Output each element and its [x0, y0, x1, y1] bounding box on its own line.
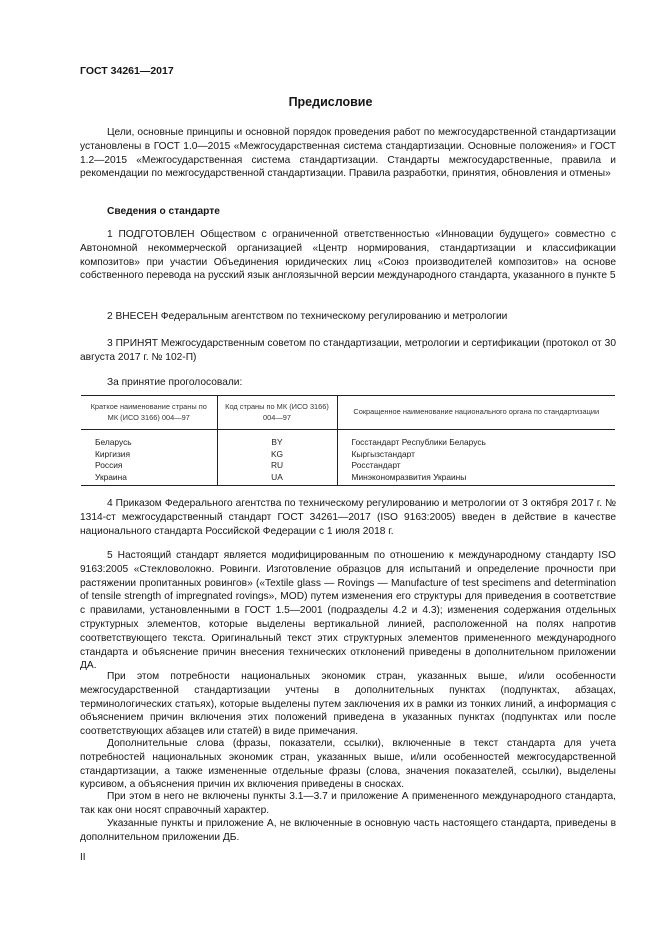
voting-table: [81, 395, 615, 486]
document-header: ГОСТ 34261—2017: [80, 65, 174, 77]
country-cell: Киргизия: [95, 448, 131, 459]
vote-label: За принятие проголосовали:: [107, 377, 243, 388]
info-heading: Сведения о стандарте: [107, 206, 220, 217]
body-cell: Росстандарт: [337, 460, 615, 472]
header-country: Краткое наименование страны по МК (ИСО 3166) 004—97: [81, 396, 217, 430]
country-cell: Украина: [81, 472, 217, 486]
country-cell: Россия: [95, 460, 123, 470]
body-cell: Госстандарт Республики Беларусь: [337, 430, 615, 449]
additional-words-paragraph: Дополнительные слова (фразы, показатели, ссылки), включенные в текст стандарта для учета потребностей национальных экономик стран, указанных выше, и/или особенностей межгосударственной стандартизации, а также измененные отдельные фразы (слова, значения показателей, ссылки), выделены курсивом, а объяснения причин их включения приведены в сносках.: [80, 738, 616, 791]
page-number: II: [80, 852, 86, 863]
section-title: Предисловие: [288, 95, 373, 109]
header-code: Код страны по МК (ИСО 3166) 004—97: [217, 396, 337, 430]
body-cell: Кыргызстандарт: [337, 449, 615, 461]
item-3-paragraph: 3 ПРИНЯТ Межгосударственным советом по стандартизации, метрологии и сертификации (протокол от 30 августа 2017 г. № 102-П): [80, 338, 616, 363]
table-row: [81, 430, 615, 449]
code-cell: UA: [217, 472, 337, 486]
code-cell: KG: [217, 449, 337, 461]
item-5-paragraph: 5 Настоящий стандарт является модифицированным по отношению к международному стандарту ISO 9163:2005 «Стекловолокно. Ровинги. Изготовление образцов для испытаний и определение прочности при растяжении пропитанных ровингов» («Textile glass — Rovings — Manufacture of test specimens and determination of tensile strength of impregnated rovings», MOD) путем изменения его структуры для приведения в соответствие с правилами, установленными в ГОСТ 1.5—2001 (подразделы 4.2 и 4.3); изменения содержания отдельных структурных элементов, которые выделены вертикальной линией, расположенной на полях напротив соответствующего текста. Оригинальный текст этих структурных элементов примененного международного стандарта и объяснение причин внесения технических отклонений приведены в дополнительном приложении ДА.: [80, 550, 616, 672]
body-cell: Минэкономразвития Украины: [337, 472, 615, 486]
item-4-paragraph: 4 Приказом Федерального агентства по техническому регулированию и метрологии от 3 октября 2017 г. № 1314-ст межгосударственный стандарт ГОСТ 34261—2017 (ISO 9163:2005) введен в действие в качестве национального стандарта Российской Федерации с 1 июля 2018 г.: [80, 498, 616, 537]
item-2-paragraph: 2 ВНЕСЕН Федеральным агентством по техническому регулированию и метрологии: [107, 311, 508, 322]
table-header-row: [81, 396, 615, 430]
intro-paragraph: Цели, основные принципы и основной порядок проведения работ по межгосударственной стандартизации установлены в ГОСТ 1.0—2015 «Межгосударственная система стандартизации. Основные положения» и ГОСТ 1.2—2015 «Межгосударственная система стандартизации. Стандарты межгосударственные, правила и рекомендации по межгосударственной стандартизации. Правила разработки, принятия, обновления и отмены»: [80, 127, 616, 180]
annex-db-paragraph: Указанные пункты и приложение А, не включенные в основную часть настоящего стандарта, приведены в дополнительном приложении ДБ.: [80, 818, 616, 843]
item-1-paragraph: 1 ПОДГОТОВЛЕН Обществом с ограниченной ответственностью «Инновации будущего» совместно с Автономной некоммерческой организацией «Центр нормирования, стандартизации и классификации композитов» при участии Объединения юридических лиц «Союз производителей композитов» на основе собственного перевода на русский язык англоязычной версии международного стандарта, указанного в пункте 5: [80, 229, 616, 282]
code-cell: BY: [217, 430, 337, 449]
code-cell: RU: [217, 460, 337, 472]
table-row: [81, 449, 615, 461]
national-needs-paragraph: При этом потребности национальных экономик стран, указанных выше, и/или особенности межгосударственной стандартизации учтены в дополнительных пунктах (подпунктах, абзацах, терминологических статьях), которые выделены путем заключения их в рамки из тонких линий, а информация с объяснением причин включения этих положений приведена в указанных пунктах (подпунктах или после соответствующих абзацев или статей) в виде примечания.: [80, 671, 616, 738]
excluded-items-paragraph: При этом в него не включены пункты 3.1—3.7 и приложение А примененного международного стандарта, так как они носят справочный характер.: [80, 791, 616, 816]
table-row: [81, 472, 615, 486]
table-row: [81, 460, 615, 472]
country-cell: Беларусь: [95, 437, 132, 447]
header-body: Сокращенное наименование национального органа по стандартизации: [337, 396, 615, 430]
